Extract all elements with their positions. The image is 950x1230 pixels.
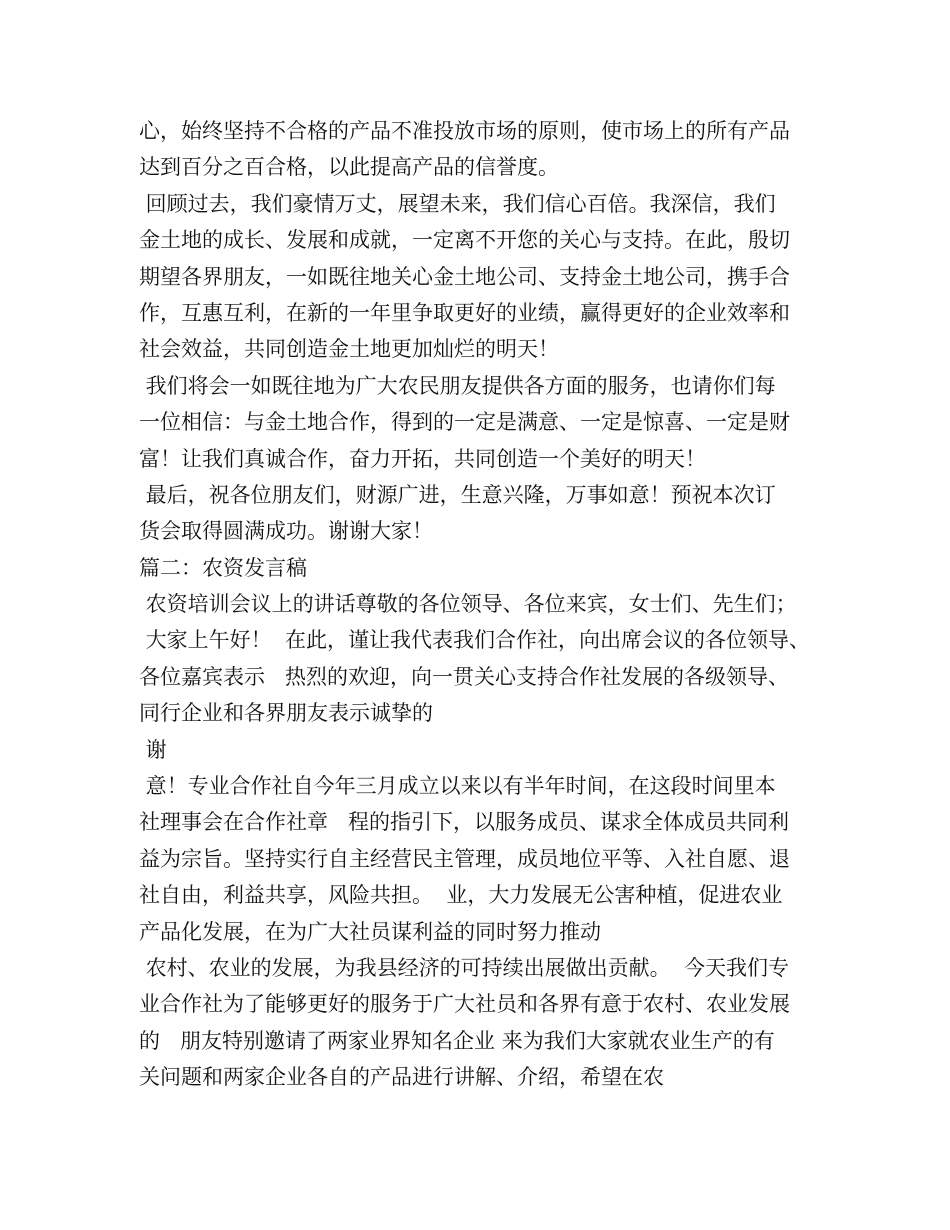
text-line: 意！专业合作社自今年三月成立以来以有半年时间，在这段时间里本: [139, 774, 776, 799]
text-line: 各位嘉宾表示 热烈的欢迎，向一贯关心支持合作社发展的各级领导、: [139, 664, 790, 689]
text-line: 金土地的成长、发展和成就，一定离不开您的关心与支持。在此，殷切: [139, 228, 790, 253]
text-line: 同行企业和各界朋友表示诚挚的: [139, 701, 433, 726]
text-line: 社自由，利益共享，风险共担。 业，大力发展无公害种植，促进农业: [139, 883, 783, 908]
text-line: 富！让我们真诚合作，奋力开拓，共同创造一个美好的明天！: [139, 446, 706, 471]
text-line: 达到百分之百合格，以此提高产品的信誉度。: [139, 155, 559, 180]
text-line: 谢: [139, 737, 167, 762]
text-line: 社会效益，共同创造金土地更加灿烂的明天！: [139, 337, 559, 362]
text-line: 益为宗旨。坚持实行自主经营民主管理，成员地位平等、入社自愿、退: [139, 846, 790, 871]
text-line: 回顾过去，我们豪情万丈，展望未来，我们信心百倍。我深信，我们: [139, 191, 776, 216]
section-heading: 篇二：农资发言稿: [139, 555, 307, 580]
text-line: 业合作社为了能够更好的服务于广大社员和各界有意于农村、农业发展: [139, 992, 790, 1017]
text-line: 期望各界朋友，一如既往地关心金土地公司、支持金土地公司，携手合: [139, 264, 790, 289]
text-line: 我们将会一如既往地为广大农民朋友提供各方面的服务，也请你们每: [139, 373, 776, 398]
text-line: 社理事会在合作社章 程的指引下，以服务成员、谋求全体成员共同利: [139, 810, 790, 835]
text-line: 的 朋友特别邀请了两家业界知名企业 来为我们大家就农业生产的有: [139, 1028, 775, 1053]
text-line: 农资培训会议上的讲话尊敬的各位领导、各位来宾，女士们、先生们；: [139, 592, 797, 617]
text-line: 作，互惠互利，在新的一年里争取更好的业绩，赢得更好的企业效率和: [139, 300, 790, 325]
text-line: 关问题和两家企业各自的产品进行讲解、介绍，希望在农: [139, 1065, 664, 1090]
text-line: 产品化发展，在为广大社员谋利益的同时努力推动: [139, 919, 601, 944]
text-line: 货会取得圆满成功。谢谢大家！: [139, 519, 433, 544]
text-line: 心，始终坚持不合格的产品不准投放市场的原则，使市场上的所有产品: [139, 119, 790, 143]
text-line: 一位相信：与金土地合作，得到的一定是满意、一定是惊喜、一定是财: [139, 410, 790, 435]
text-line: 大家上午好！ 在此，谨让我代表我们合作社，向出席会议的各位领导、: [139, 628, 811, 653]
text-line: 最后，祝各位朋友们，财源广进，生意兴隆，万事如意！预祝本次订: [139, 482, 776, 507]
text-line: 农村、农业的发展，为我县经济的可持续出展做出贡献。 今天我们专: [139, 955, 790, 980]
document-body: [139, 113, 839, 1096]
